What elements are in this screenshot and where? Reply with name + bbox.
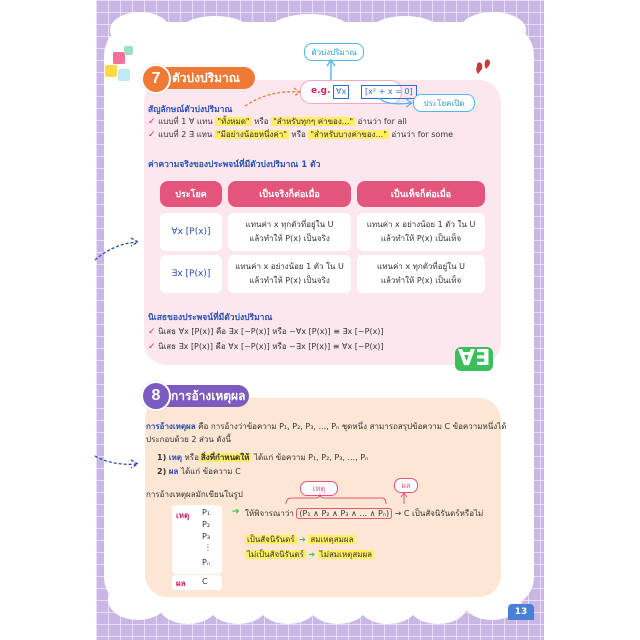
argument-part-2: 2) ผล ได้แก่ ข้อความ C [157,467,241,476]
dashed-arrow-icon [243,86,305,108]
quantifier-bubble: ตัวบ่งปริมาณ [304,43,364,61]
open-sentence-bubble: ประโยคเปิด [413,94,475,112]
table-header-sentence: ประโยค [160,181,222,207]
cause-label-bubble: เหตุ [300,481,338,496]
section7-title: ตัวบ่งปริมาณ [150,67,255,89]
argument-intro-line-2: ประกอบด้วย 2 ส่วน ดังนี้ [146,435,231,444]
table-header-false: เป็นเท็จก็ต่อเมื่อ [357,181,485,207]
check-icon: ✓ [148,342,156,352]
table-cell: แทนค่า x ทุกตัวที่อยู่ใน U แล้วทำให้ P(x) เป็นเท็จ [357,255,485,293]
negation-heading: นิเสธของประพจน์ที่มีตัวบ่งปริมาณ [148,313,273,323]
result-tag: ผล [176,579,186,588]
premise-item: P₁ [202,508,211,517]
green-arrow-icon: ➔ [232,507,240,517]
table-header-true: เป็นจริงก็ต่อเมื่อ [228,181,351,207]
cloud-scallop [110,12,170,48]
negation-line-1: ✓ นิเสธ ∀x [P(x)] คือ ∃x [~P(x)] หรือ ~∀x [P(x)] ≡ ∃x [~P(x)] [148,327,384,337]
heart-icon [472,58,494,80]
symbol-line-1: ✓ แบบที่ 1 ∀ แทน "ทั้งหมด" หรือ "สำหรับทุกๆ ค่าของ..." อ่านว่า for all [148,117,407,127]
cloud-scallop [180,16,250,46]
premise-item: P₂ [202,520,211,529]
decor-square [105,65,117,77]
arrow-right-icon [377,96,417,110]
truth-table-heading: ค่าความจริงของประพจน์ที่มีตัวบ่งปริมาณ 1 ตัว [148,160,321,170]
check-icon: ✓ [148,130,156,140]
decor-square [124,46,133,55]
brace-icon [282,492,422,506]
example-open-sentence: [x² + x = 0] [361,85,417,99]
check-icon: ✓ [148,117,156,127]
cloud-scallop [270,14,350,46]
example-quantifier: ∀x [333,85,349,99]
green-arrow-icon: ➔ [308,550,316,559]
table-cell: แทนค่า x อย่างน้อย 1 ตัว ใน U แล้วทำให้ P(x) เป็นเท็จ [357,213,485,251]
outcome-not-tautology: ไม่เป็นสัจนิรันดร์ ➔ ไม่สมเหตุสมผล [247,550,373,559]
table-row-label: ∃x [P(x)] [160,255,222,293]
table-row-label: ∀x [P(x)] [160,213,222,251]
conclusion-item: C [202,577,208,586]
symbol-line-2: ✓ แบบที่ 2 ∃ แทน "มีอย่างน้อยหนึ่งค่า" หรือ "สำหรับบางค่าของ..." อ่านว่า for some [148,130,454,140]
outcome-tautology: เป็นสัจนิรันดร์ ➔ สมเหตุสมผล [247,535,354,544]
cloud-scallop [460,12,526,48]
green-arrow-icon: ➔ [299,535,306,544]
check-icon: ✓ [148,327,156,337]
section8-title: การอ้างเหตุผล [149,385,249,407]
page-number: 13 [508,604,534,620]
consider-statement: ให้พิจารณาว่า (P₁ ∧ P₂ ∧ P₃ ∧ ... ∧ Pₙ) → C เป็นสัจนิรันดร์หรือไม่ [245,509,484,518]
argument-intro-line-1: การอ้างเหตุผล คือ การอ้างว่าข้อความ P₁, P₂, P₃, ..., Pₙ ชุดหนึ่ง สามารถสรุปข้อความ C ข้อความหนึ่งได้ [146,422,507,431]
decor-square [118,69,130,81]
symbols-heading: สัญลักษณ์ตัวบ่งปริมาณ [148,105,233,115]
cloud-scallop [370,16,440,46]
arrow-up-icon [325,58,337,82]
negation-line-2: ✓ นิเสธ ∃x [P(x)] คือ ∀x [~P(x)] หรือ ~∃x [P(x)] ≡ ∀x [~P(x)] [148,342,384,352]
dashed-arrow-icon [93,450,143,476]
section7-number-badge: 7 [141,64,171,94]
cause-tag: เหตุ [176,511,190,520]
dashed-arrow-icon [93,234,143,264]
premise-item: ⋮ [204,543,212,552]
premise-item: P₃ [202,532,211,541]
result-label-bubble: ผล [394,478,418,493]
section8-number-badge: 8 [141,381,171,411]
table-cell: แทนค่า x อย่างน้อย 1 ตัว ใน U แล้วทำให้ P(x) เป็นจริง [228,255,351,293]
example-label: e.g. [311,86,331,96]
premise-item: Pₙ [202,558,211,567]
corner-symbols-badge: ∀∃ [455,347,493,371]
argument-form-intro: การอ้างเหตุผลมักเขียนในรูป [146,490,243,499]
table-cell: แทนค่า x ทุกตัวที่อยู่ใน U แล้วทำให้ P(x) เป็นจริง [228,213,351,251]
argument-part-1: 1) เหตุ หรือ สิ่งที่กำหนดให้ ได้แก่ ข้อความ P₁, P₂, P₃, ..., Pₙ [157,453,369,462]
